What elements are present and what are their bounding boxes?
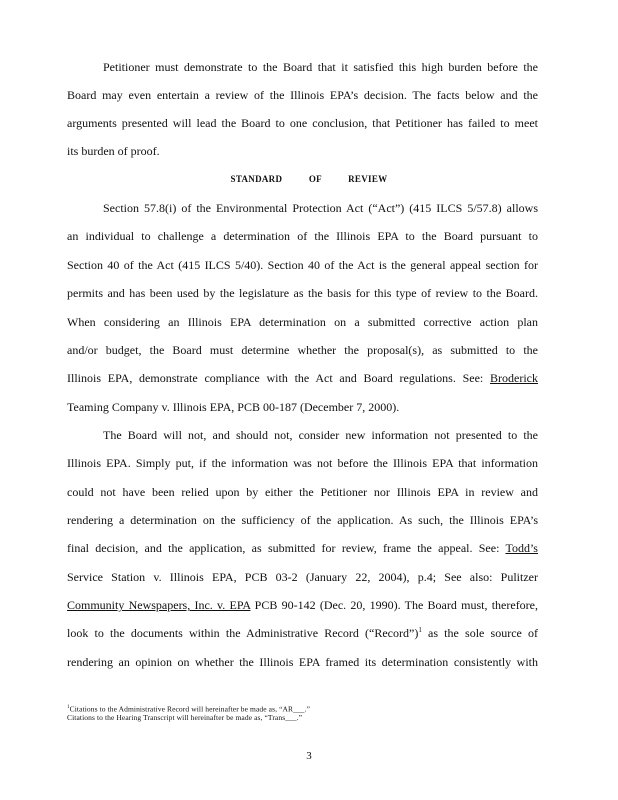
p2-line-4: permits and has been used by the legislature as the basis for this type of review to the Board. <box>67 286 538 300</box>
p3-line-1: The Board will not, and should not, consider new information not presented to the <box>103 428 538 442</box>
footnote-line-2: Citations to the Hearing Transcript will hereinafter be made as, “Trans___.” <box>67 713 303 722</box>
p3-line-8 <box>67 626 538 640</box>
p1-line-4: its burden of proof. <box>67 144 160 158</box>
p1-line-3: arguments presented will lead the Board to one conclusion, that Petitioner has failed to meet <box>67 116 538 130</box>
p2-line-7 <box>67 371 538 385</box>
case-citation-pulitzer: Community Newspapers, Inc. v. EPA <box>67 598 251 612</box>
p1-line-2: Board may even entertain a review of the Illinois EPA’s decision. The facts below and the <box>67 88 538 102</box>
footnote-line-1: Citations to the Administrative Record will hereinafter be made as, “AR___.” <box>69 704 311 714</box>
p3-line-6: Service Station v. Illinois EPA, PCB 03-2 (January 22, 2004), p.4; See also: Pulitzer <box>67 570 538 584</box>
p2-line-8: Teaming Company v. Illinois EPA, PCB 00-187 (December 7, 2000). <box>67 400 400 414</box>
p3-line-9: rendering an opinion on whether the Illinois EPA framed its determination consistently with <box>67 655 538 669</box>
p2-line-5: When considering an Illinois EPA determination on a submitted corrective action plan <box>67 315 538 329</box>
page-number: 3 <box>306 750 312 762</box>
p2-line-1: Section 57.8(i) of the Environmental Protection Act (“Act”) (415 ILCS 5/57.8) allows <box>103 201 538 215</box>
p3-line-7 <box>67 598 538 612</box>
case-citation-broderick: Broderick <box>490 371 538 385</box>
footnote-marker: 1 <box>67 705 70 710</box>
p2-line-3: Section 40 of the Act (415 ILCS 5/40). Section 40 of the Act is the general appeal section for <box>67 258 538 272</box>
p3-line-5 <box>67 541 538 555</box>
p2-line-6: and/or budget, the Board must determine whether the proposal(s), as submitted to the <box>67 343 538 357</box>
p3-line-5-text: final decision, and the application, as submitted for review, frame the appeal. See: <box>67 541 500 555</box>
p3-line-3: could not have been relied upon by either the Petitioner nor Illinois EPA in review and <box>67 485 538 499</box>
p2-line-7-text: Illinois EPA, demonstrate compliance with the Act and Board regulations. See: <box>67 371 484 385</box>
p3-line-4: rendering a determination on the sufficiency of the application. As such, the Illinois EPA’s <box>67 513 538 527</box>
p3-line-2: Illinois EPA. Simply put, if the information was not before the Illinois EPA that information <box>67 456 538 470</box>
section-heading: STANDARD OF REVIEW <box>230 174 388 184</box>
footnote-reference: 1 <box>418 626 422 634</box>
p3-line-7-text: PCB 90-142 (Dec. 20, 1990). The Board must, therefore, <box>254 598 539 612</box>
p2-line-2: an individual to challenge a determination of the Illinois EPA to the Board pursuant to <box>67 229 538 243</box>
p3-line-8-text-b: as the sole source of <box>428 626 539 640</box>
p3-line-8-text-a: look to the documents within the Administrative Record (“Record”) <box>67 626 419 640</box>
case-citation-todds: Todd’s <box>505 541 538 555</box>
p1-line-1: Petitioner must demonstrate to the Board that it satisfied this high burden before the <box>103 60 538 74</box>
footnote-1 <box>67 703 310 714</box>
